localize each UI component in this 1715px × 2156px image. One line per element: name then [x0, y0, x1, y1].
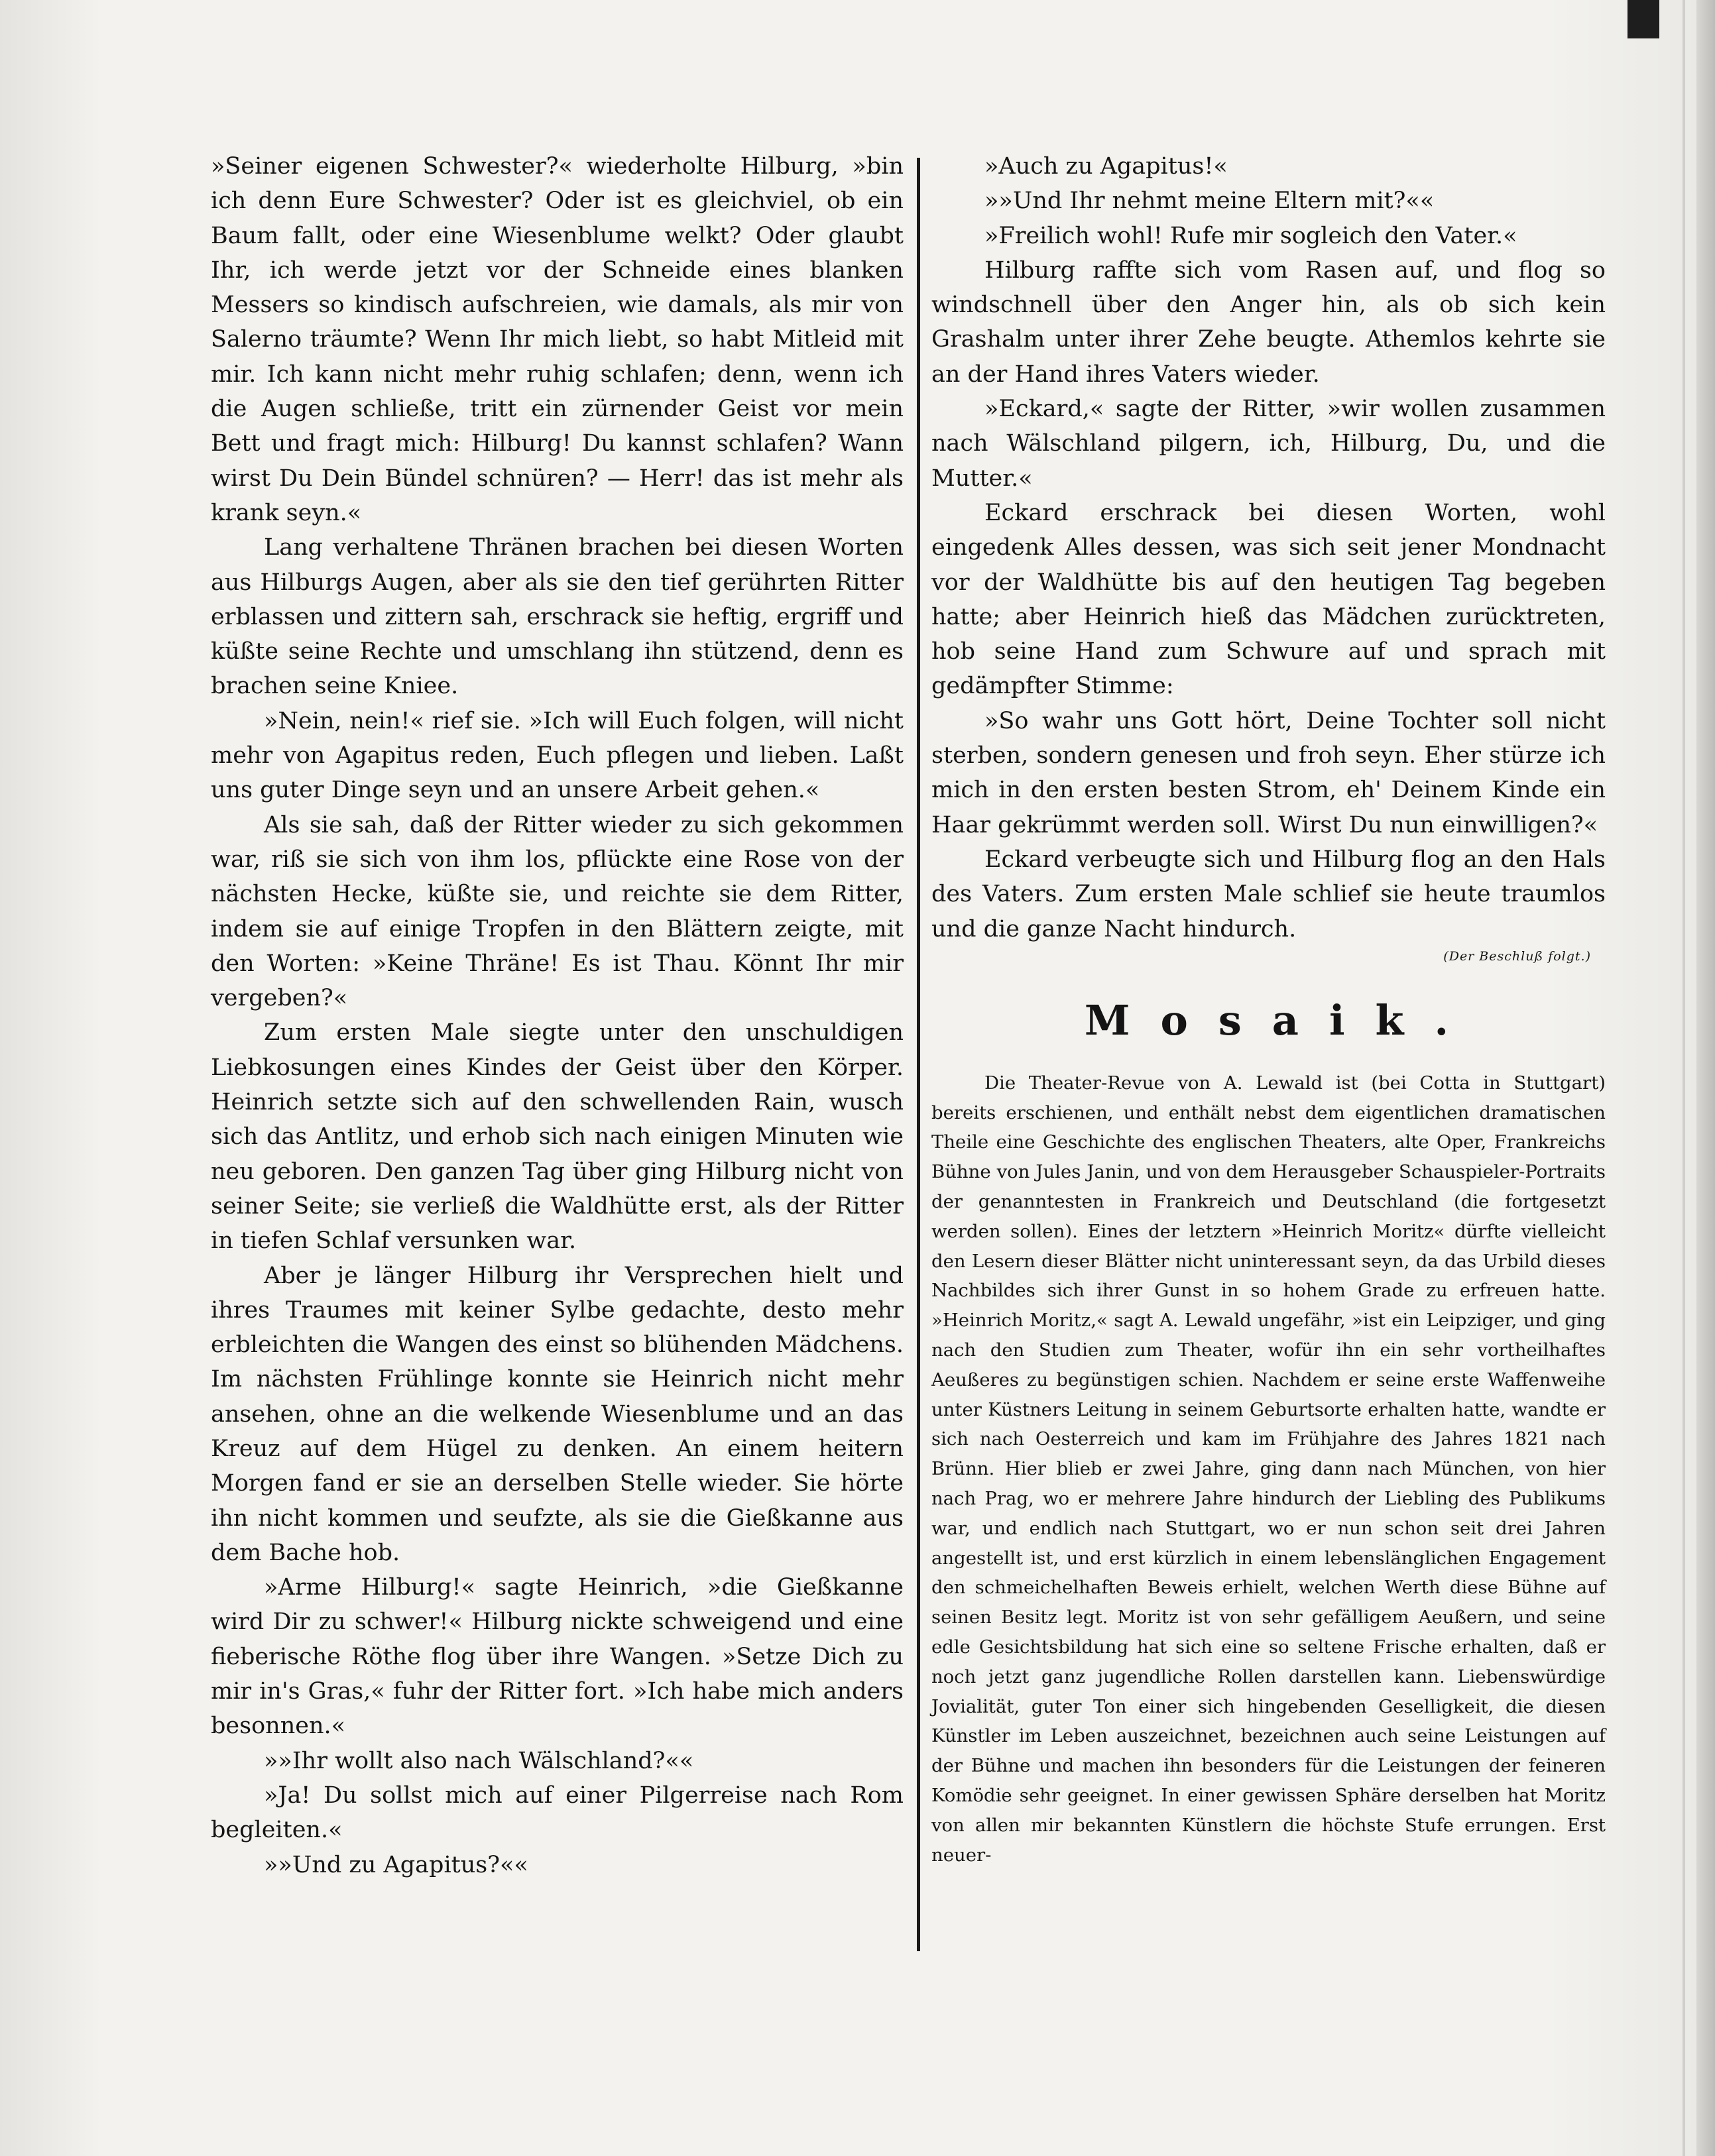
- left-paragraph-3: »Nein, nein!« rief sie. »Ich will Euch folgen, will nicht mehr von Agapitus reden, Euch pflegen und lieben. Laßt uns guter Dinge seyn und an unsere Arbeit gehen.«: [211, 707, 904, 804]
- left-paragraph-8: »»Ihr wollt also nach Wälschland?««: [264, 1747, 694, 1774]
- left-paragraph-6: Aber je länger Hilburg ihr Versprechen hielt und ihres Traumes mit keiner Sylbe gedachte, desto mehr erbleichten die Wangen des einst so blühenden Mädchens. Im nächsten Frühlinge konnte sie Heinrich nicht mehr ansehen, ohne an die welkende Wiesenblume und an das Kreuz auf dem Hügel zu denken. An einem heitern Morgen fand er sie an derselben Stelle wieder. Sie hörte ihn nicht kommen und seufzte, als sie die Gießkanne aus dem Bache hob.: [211, 1262, 904, 1566]
- right-paragraph-8: Eckard verbeugte sich und Hilburg flog an den Hals des Vaters. Zum ersten Male schlief sie heute traumlos und die ganze Nacht hindurch.: [931, 846, 1606, 942]
- left-paragraph-1: »Seiner eigenen Schwester?« wiederholte Hilburg, »bin ich denn Eure Schwester? Oder ist es gleichviel, ob ein Baum fallt, oder eine Wiesenblume welkt? Oder glaubt Ihr, ich werde jetzt vor der Schneide eines blanken Messers so kindisch aufschreien, wie damals, als mir von Salerno träumte? Wenn Ihr mich liebt, so habt Mitleid mit mir. Ich kann nicht mehr ruhig schlafen; denn, wenn ich die Augen schließe, tritt ein zürnender Geist vor mein Bett und fragt mich: Hilburg! Du kannst schlafen? Wann wirst Du Dein Bündel schnüren? — Herr! das ist mehr als krank seyn.«: [211, 153, 904, 526]
- left-paragraph-7: »Arme Hilburg!« sagte Heinrich, »die Gießkanne wird Dir zu schwer!« Hilburg nickte schweigend und eine fieberische Röthe flog über ihre Wangen. »Setze Dich zu mir in's Gras,« fuhr der Ritter fort. »Ich habe mich anders besonnen.«: [211, 1574, 904, 1740]
- left-paragraph-2: Lang verhaltene Thränen brachen bei diesen Worten aus Hilburgs Augen, aber als sie den tief gerührten Ritter erblassen und zittern sah, erschrack sie heftig, ergriff und küßte seine Rechte und umschlang ihn stützend, denn es brachen seine Kniee.: [211, 534, 904, 700]
- mosaik-article: Die Theater-Revue von A. Lewald ist (bei Cotta in Stuttgart) bereits erschienen, und enthält nebst dem eigentlichen dramatischen Theile eine Geschichte des englischen Theaters, alte Oper, Frankreichs Bühne von Jules Janin, und von dem Herausgeber Schauspieler-Portraits der genanntesten in Frankreich und Deutschland (die fortgesetzt werden sollen). Eines der letztern »Heinrich Moritz« dürfte vielleicht den Lesern dieser Blätter nicht uninteressant seyn, da das Urbild dieses Nachbildes sich ihrer Gunst in so hohem Grade zu erfreuen hatte. »Heinrich Moritz,« sagt A. Lewald ungefähr, »ist ein Leipziger, und ging nach den Studien zum Theater, wofür ihn ein sehr vortheilhaftes Aeußeres zu begünstigen schien. Nachdem er seine erste Waffenweihe unter Küstners Leitung in seinem Geburtsorte erhalten hatte, wandte er sich nach Oesterreich und kam im Frühjahre des Jahres 1821 nach Brünn. Hier blieb er zwei Jahre, ging dann nach München, von hier nach Prag, wo er mehrere Jahre hindurch der Liebling des Publikums war, und endlich nach Stuttgart, wo er nun schon seit drei Jahren angestellt ist, und erst kürzlich in einem lebenslänglichen Engagement den schmeichelhaften Beweis erhielt, welchen Werth diese Bühne auf seinen Besitz legt. Moritz ist von sehr gefälligem Aeußern, und seine edle Gesichtsbildung hat sich eine so seltene Frische erhalten, daß er noch jetzt ganz jugendliche Rollen darstellen kann. Liebenswürdige Jovialität, guter Ton einer sich hingebenden Geselligkeit, die diesen Künstler im Leben auszeichnet, bezeichnen auch seine Leistungen auf der Bühne und machen ihn besonders für die Leistungen der feineren Komödie sehr geeignet. In einer gewissen Sphäre derselben hat Moritz von allen mir bekannten Künstlern die höchste Stufe errungen. Erst neuer-: [931, 1072, 1606, 1866]
- binding-mark: [1627, 0, 1659, 38]
- right-paragraph-2: »»Und Ihr nehmt meine Eltern mit?««: [984, 188, 1435, 215]
- left-paragraph-4: Als sie sah, daß der Ritter wieder zu sich gekommen war, riß sie sich von ihm los, pflückte eine Rose von der nächsten Hecke, küßte sie, und reichte sie dem Ritter, indem sie auf einige Tropfen in den Blättern zeigte, mit den Worten: »Keine Thräne! Es ist Thau. Könnt Ihr mir vergeben?«: [211, 811, 904, 1012]
- left-column: [211, 149, 904, 1882]
- right-column: [931, 149, 1606, 1870]
- right-paragraph-3: »Freilich wohl! Rufe mir sogleich den Vater.«: [984, 222, 1517, 249]
- binding-fold: [1683, 0, 1685, 2156]
- right-paragraph-4: Hilburg raffte sich vom Rasen auf, und flog so windschnell über den Anger hin, als ob sich kein Grashalm unter ihrer Zehe beugte. Athemlos kehrte sie an der Hand ihres Vaters wieder.: [931, 256, 1606, 388]
- left-paragraph-5: Zum ersten Male siegte unter den unschuldigen Liebkosungen eines Kindes der Geist über den Körper. Heinrich setzte sich auf den schwellenden Rain, wusch sich das Antlitz, und erhob sich nach einigen Minuten wie neu geboren. Den ganzen Tag über ging Hilburg nicht von seiner Seite; sie verließ die Waldhütte erst, als der Ritter in tiefen Schlaf versunken war.: [211, 1019, 904, 1255]
- continuation-note: (Der Beschluß folgt.): [1443, 948, 1591, 964]
- right-paragraph-6: Eckard erschrack bei diesen Worten, wohl eingedenk Alles dessen, was sich seit jener Mondnacht vor der Waldhütte bis auf den heutigen Tag begeben hatte; aber Heinrich hieß das Mädchen zurücktreten, hob seine Hand zum Schwure auf und sprach mit gedämpfter Stimme:: [931, 499, 1606, 700]
- column-rule: [917, 158, 920, 1951]
- left-paragraph-10: »»Und zu Agapitus?««: [264, 1851, 528, 1878]
- page-edge: [1696, 0, 1715, 2156]
- section-heading: Mosaik.: [1084, 995, 1480, 1045]
- right-paragraph-5: »Eckard,« sagte der Ritter, »wir wollen zusammen nach Wälschland pilgern, ich, Hilburg, Du, und die Mutter.«: [931, 396, 1606, 492]
- right-paragraph-1: »Auch zu Agapitus!«: [984, 153, 1228, 180]
- right-paragraph-7: »So wahr uns Gott hört, Deine Tochter soll nicht sterben, sondern genesen und froh seyn. Eher stürze ich mich in den ersten besten Strom, eh' Deinem Kinde ein Haar gekrümmt werden soll. Wirst Du nun einwilligen?«: [931, 707, 1606, 838]
- left-paragraph-9: »Ja! Du sollst mich auf einer Pilgerreise nach Rom begleiten.«: [211, 1782, 904, 1844]
